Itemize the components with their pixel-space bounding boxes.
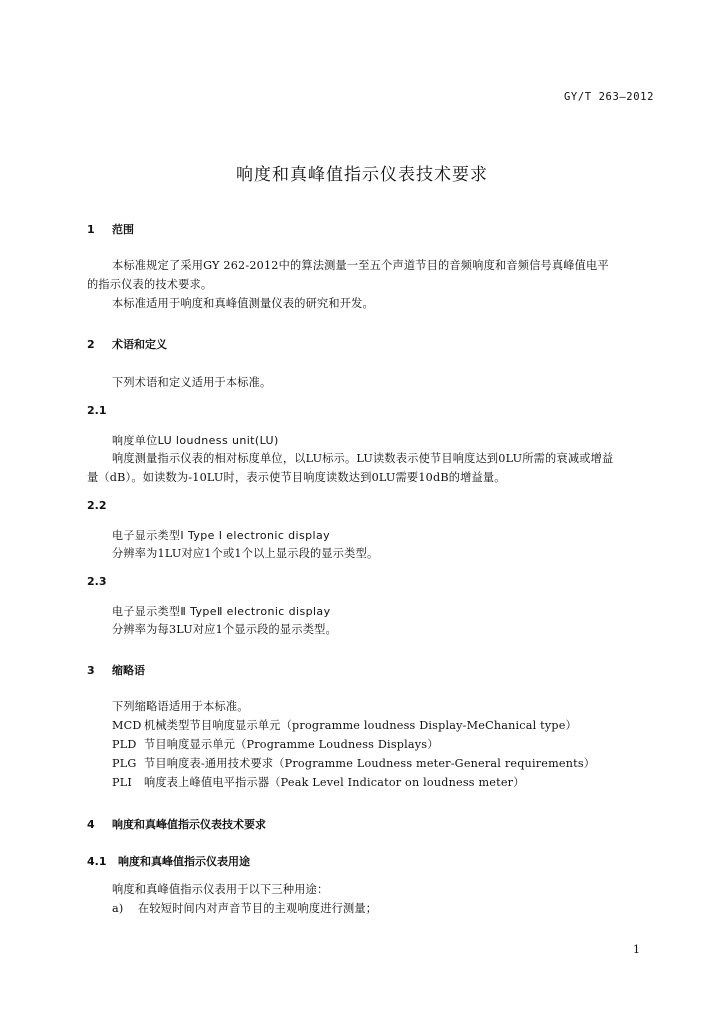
abbreviation-row bbox=[112, 717, 577, 733]
abbreviation-row bbox=[112, 736, 439, 752]
list-item bbox=[112, 900, 377, 916]
page-number: 1 bbox=[633, 943, 640, 956]
section-4-heading bbox=[87, 816, 266, 832]
section-1-number: 1 bbox=[87, 223, 95, 236]
abbreviation-text: 机械类型节目响度显示单元（programme loudness Display-MeChanical type） bbox=[144, 719, 577, 732]
abbreviation-code: PLI bbox=[112, 776, 132, 789]
clause-2-1-definition-line-1: 响度测量指示仪表的相对标度单位，以LU标示。LU读数表示使节目响度达到0LU所需的衰减或增益 bbox=[112, 452, 614, 465]
abbreviation-text: 响度表上峰值电平指示器（Peak Level Indicator on loudness meter） bbox=[144, 776, 525, 789]
clause-2-1-number: 2.1 bbox=[87, 404, 107, 417]
clause-2-1-definition-line-2: 量（dB）。如读数为-10LU时，表示使节目响度读数达到0LU需要10dB的增益量。 bbox=[87, 471, 506, 484]
clause-4-1-number: 4.1 bbox=[87, 855, 107, 868]
abbreviation-code: MCD bbox=[112, 719, 142, 732]
clause-4-1-heading bbox=[87, 853, 250, 869]
abbreviation-row bbox=[112, 755, 595, 771]
section-3-number: 3 bbox=[87, 664, 95, 677]
section-4-title: 响度和真峰值指示仪表技术要求 bbox=[112, 818, 266, 831]
section-1-paragraph-2: 本标准适用于响度和真峰值测量仪表的研究和开发。 bbox=[112, 297, 374, 310]
section-3-title: 缩略语 bbox=[112, 664, 145, 677]
clause-2-2-definition: 分辨率为1LU对应1个或1个以上显示段的显示类型。 bbox=[112, 547, 379, 560]
document-title: 响度和真峰值指示仪表技术要求 bbox=[236, 165, 488, 185]
section-4-number: 4 bbox=[87, 818, 95, 831]
clause-2-1-term: 响度单位LU loudness unit(LU) bbox=[112, 434, 279, 447]
standard-code: GY/T 263—2012 bbox=[564, 91, 654, 103]
clause-2-2-term: 电子显示类型Ⅰ Type Ⅰ electronic display bbox=[112, 529, 331, 542]
clause-2-3-number: 2.3 bbox=[87, 575, 107, 588]
list-item-text: 在较短时间内对声音节目的主观响度进行测量； bbox=[138, 902, 378, 915]
section-2-number: 2 bbox=[87, 338, 95, 351]
clause-2-3-definition: 分辨率为每3LU对应1个显示段的显示类型。 bbox=[112, 623, 337, 636]
section-2-intro: 下列术语和定义适用于本标准。 bbox=[112, 376, 272, 389]
abbreviation-code: PLG bbox=[112, 757, 137, 770]
clause-2-3-term: 电子显示类型Ⅱ TypeⅡ electronic display bbox=[112, 605, 331, 618]
section-1-paragraph-1-line-2: 的指示仪表的技术要求。 bbox=[87, 278, 213, 291]
section-2-heading bbox=[87, 336, 167, 352]
section-1-heading bbox=[87, 221, 134, 237]
abbreviation-text: 节目响度表-通用技术要求（Programme Loudness meter-General requirements） bbox=[144, 757, 596, 770]
clause-4-1-title: 响度和真峰值指示仪表用途 bbox=[118, 855, 250, 868]
abbreviation-row bbox=[112, 774, 525, 790]
section-2-title: 术语和定义 bbox=[112, 338, 167, 351]
list-item-label: a) bbox=[112, 902, 124, 915]
abbreviation-code: PLD bbox=[112, 738, 137, 751]
section-1-paragraph-1-line-1: 本标准规定了采用GY 262-2012中的算法测量一至五个声道节目的音频响度和音频信号真峰值电平 bbox=[112, 259, 609, 272]
clause-4-1-intro: 响度和真峰值指示仪表用于以下三种用途： bbox=[112, 883, 329, 896]
abbreviation-text: 节目响度显示单元（Programme Loudness Displays） bbox=[144, 738, 439, 751]
section-3-intro: 下列缩略语适用于本标准。 bbox=[112, 700, 249, 713]
section-3-heading bbox=[87, 662, 145, 678]
section-1-title: 范围 bbox=[112, 223, 134, 236]
clause-2-2-number: 2.2 bbox=[87, 499, 107, 512]
